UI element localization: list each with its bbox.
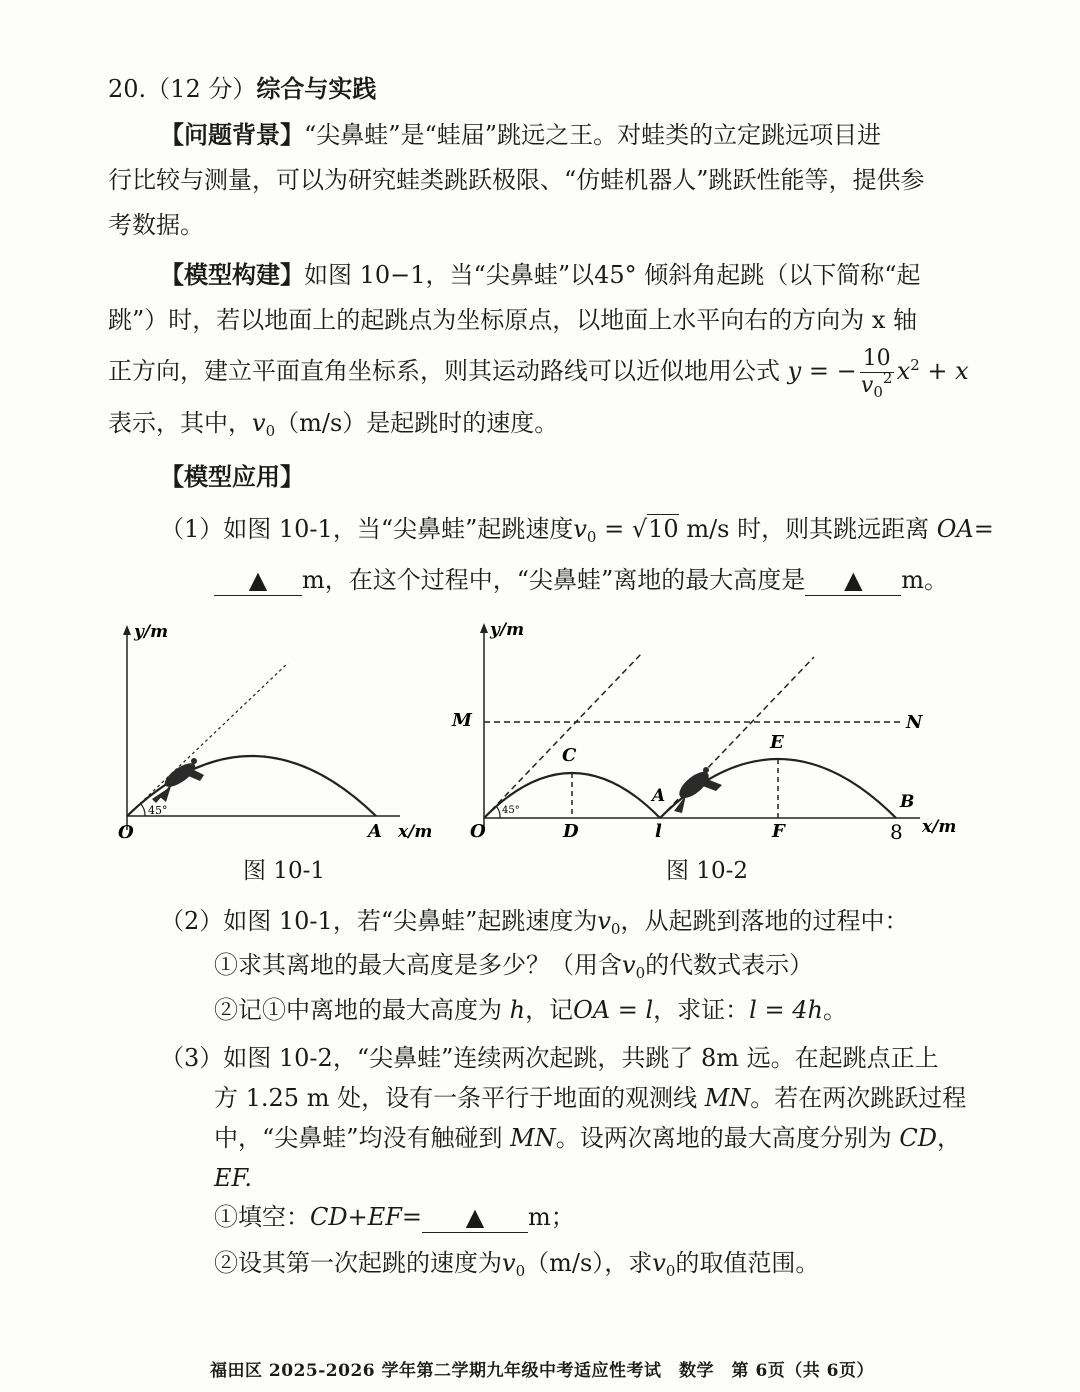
q3-text-6b: （m/s），求: [525, 1249, 653, 1277]
q3-v: v: [502, 1249, 516, 1277]
model-text-2: 跳”）时，若以地面上的起跳点为坐标原点，以地面上水平向右的方向为 x 轴: [108, 306, 918, 334]
q2-text-3a: ②记①中离地的最大高度为: [214, 996, 502, 1024]
background-line-3: [108, 208, 968, 242]
q3-text-2b: 。若在两次跳跃过程: [750, 1084, 967, 1112]
fig1-caption: 图 10-1: [243, 858, 325, 884]
model-text-1: 如图 10−1，当“尖鼻蛙”以45° 倾斜角起跳（以下简称“起: [304, 261, 921, 289]
model-v: v: [252, 409, 266, 437]
model-line-2: [108, 303, 968, 337]
fig2-point-d: D: [563, 821, 579, 842]
formula-x-sup: 2: [910, 356, 920, 374]
blank-marker: ▲: [465, 1203, 485, 1231]
fig1-origin-label: O: [118, 822, 134, 843]
background-tag: 【问题背景】: [160, 120, 304, 149]
fig2-dashed-line-1: [484, 653, 642, 818]
formula-lhs: y = −: [787, 357, 857, 385]
q1-text-b: m/s 时，则其跳远距离: [678, 515, 930, 543]
question-score: （12 分）: [146, 75, 257, 103]
q2-h: h: [502, 996, 526, 1024]
fig1-y-arrow: [123, 625, 131, 635]
figure-10-1: [100, 615, 450, 850]
q2-v-2: v: [622, 951, 636, 979]
model-text-4a: 表示，其中，: [108, 409, 252, 437]
q3-text-3b: 。设两次离地的最大高度分别为: [555, 1124, 892, 1152]
q3-ef: EF.: [214, 1164, 253, 1192]
fig2-point-c: C: [562, 745, 577, 766]
formula-den-sup: 2: [882, 369, 893, 387]
page-footer: 福田区 2025-2026 学年第二学期九年级中考适应性考试 数学 第 6页（共 6页）: [210, 1361, 875, 1381]
question-header: [108, 72, 968, 106]
model-text-3: 正方向，建立平面直角坐标系，则其运动路线可以近似地用公式: [108, 357, 780, 385]
blank-marker: ▲: [844, 566, 863, 594]
q3-line-5: [214, 1200, 1074, 1234]
q3-line-3: [214, 1121, 1074, 1155]
fig2-origin-label: O: [470, 821, 486, 842]
q3-mn-2: MN: [502, 1124, 556, 1152]
q1-text-a: （1）如图 10-1，当“尖鼻蛙”起跳速度: [160, 515, 574, 543]
q1-blank-2[interactable]: [805, 565, 901, 596]
q1-eq: = √: [596, 515, 648, 543]
model-tag: 【模型构建】: [160, 260, 304, 289]
fig2-x-label: x/m: [922, 817, 957, 837]
question-title: 综合与实践: [256, 74, 377, 103]
q3-v-2-sub: 0: [665, 1262, 676, 1280]
q2-v: v: [597, 907, 611, 935]
q2-text-3d: ，求证：: [653, 996, 750, 1024]
q1-line-2: [214, 563, 1074, 597]
q1-text-c: m，在这个过程中，“尖鼻蛙”离地的最大高度是: [302, 566, 806, 594]
q2-text-1b: ，从起跳到落地的过程中：: [620, 907, 909, 935]
q3-line-1: [160, 1041, 1020, 1075]
formula-denominator: [860, 369, 894, 401]
q3-v-sub: 0: [515, 1262, 526, 1280]
fig1-point-a: A: [368, 821, 382, 842]
q1-sqrt-value: 10: [648, 515, 679, 543]
fig1-dashed-line: [127, 663, 288, 816]
fig2-point-e: E: [770, 732, 784, 753]
q2-line-3: [214, 993, 1074, 1027]
application-tag: 【模型应用】: [160, 462, 304, 491]
formula-numerator: 10: [860, 346, 894, 373]
q2-text-2a: ①求其离地的最大高度是多少？（用含: [214, 951, 622, 979]
model-line-4: [108, 406, 968, 440]
q2-text-3f: 。: [822, 996, 847, 1024]
q3-v-2: v: [652, 1249, 666, 1277]
background-text-3: 考数据。: [108, 211, 204, 239]
q1-v-sub: 0: [586, 528, 597, 546]
q2-line-2: [214, 948, 1074, 982]
fig2-tick-8: 8: [890, 820, 903, 844]
fig2-angle-label: 45°: [502, 805, 520, 816]
q3-text-6c: 的取值范围。: [675, 1249, 820, 1277]
formula-x: x: [896, 357, 911, 385]
fig2-frog-icon: [674, 767, 722, 813]
formula-fraction: [860, 346, 894, 399]
question-number: 20.: [108, 75, 147, 103]
q3-comma: ，: [936, 1124, 961, 1152]
q3-sum: CD+EF=: [310, 1203, 422, 1231]
fig2-point-f: F: [772, 821, 785, 842]
q3-text-5c: m；: [528, 1203, 575, 1231]
formula-den-v: v: [860, 373, 874, 398]
model-line-3: [108, 346, 968, 399]
q3-line-6: [214, 1246, 1074, 1280]
background-line-2: [108, 163, 968, 197]
background-text-1: “尖鼻蛙”是“蛙届”跳远之王。对蛙类的立定跳远项目进: [304, 121, 882, 149]
background-line-1: [160, 118, 1020, 152]
q1-text-d: m。: [901, 566, 949, 594]
q3-text-2a: 方 1.25 m 处，设有一条平行于地面的观测线: [214, 1084, 698, 1112]
formula-tail: + x: [919, 357, 969, 385]
q3-text-3a: 中，“尖鼻蛙”均没有触碰到: [214, 1124, 503, 1152]
q2-text-3b: ，记: [525, 996, 574, 1024]
figure-10-2: [450, 615, 970, 850]
fig2-angle-arc: [496, 806, 500, 818]
q2-oa-eq: OA = l: [573, 996, 654, 1024]
q1-v: v: [573, 515, 587, 543]
fig1-x-label: x/m: [398, 822, 433, 842]
q3-line-4: [214, 1161, 1074, 1195]
fig2-y-label: y/m: [490, 620, 525, 640]
model-line-1: [160, 258, 1020, 292]
fig2-point-n: N: [906, 712, 923, 733]
fig1-angle-label: 45°: [148, 804, 168, 817]
q2-text-1a: （2）如图 10-1，若“尖鼻蛙”起跳速度为: [160, 907, 598, 935]
q1-blank-1[interactable]: [214, 565, 302, 596]
q3-line-2: [214, 1081, 1074, 1115]
q2-text-2b: 的代数式表示）: [645, 951, 814, 979]
q3-text-5a: ①填空：: [214, 1203, 310, 1231]
q1-line-1: [160, 512, 1020, 546]
q3-cd: CD: [891, 1124, 937, 1152]
blank-marker: ▲: [248, 566, 268, 594]
q2-v-sub: 0: [610, 920, 621, 938]
q3-mn: MN: [697, 1084, 751, 1112]
fig1-y-label: y/m: [134, 622, 169, 642]
q3-text-1: （3）如图 10-2，“尖鼻蛙”连续两次起跳，共跳了 8m 远。在起跳点正上: [160, 1044, 939, 1072]
fig2-point-a: A: [652, 786, 666, 806]
model-v-sub: 0: [265, 422, 276, 440]
q1-oa: OA=: [929, 515, 994, 543]
fig2-point-b: B: [900, 792, 915, 812]
q2-line-1: [160, 904, 1020, 938]
fig1-frog-icon: [152, 758, 204, 803]
formula-den-sub: 0: [873, 383, 883, 401]
fig2-caption: 图 10-2: [666, 858, 748, 884]
fig2-point-m: M: [452, 710, 472, 731]
q3-text-6a: ②设其第一次起跳的速度为: [214, 1249, 502, 1277]
fig2-y-arrow: [480, 623, 488, 633]
q2-v-2-sub: 0: [635, 964, 646, 982]
q3-blank[interactable]: [422, 1202, 528, 1233]
q2-l-eq: l = 4h: [749, 996, 823, 1024]
model-text-4b: （m/s）是起跳时的速度。: [275, 409, 559, 437]
fig2-point-l: l: [655, 821, 662, 842]
background-text-2: 行比较与测量，可以为研究蛙类跳跃极限、“仿蛙机器人”跳跃性能等，提供参: [108, 166, 925, 194]
